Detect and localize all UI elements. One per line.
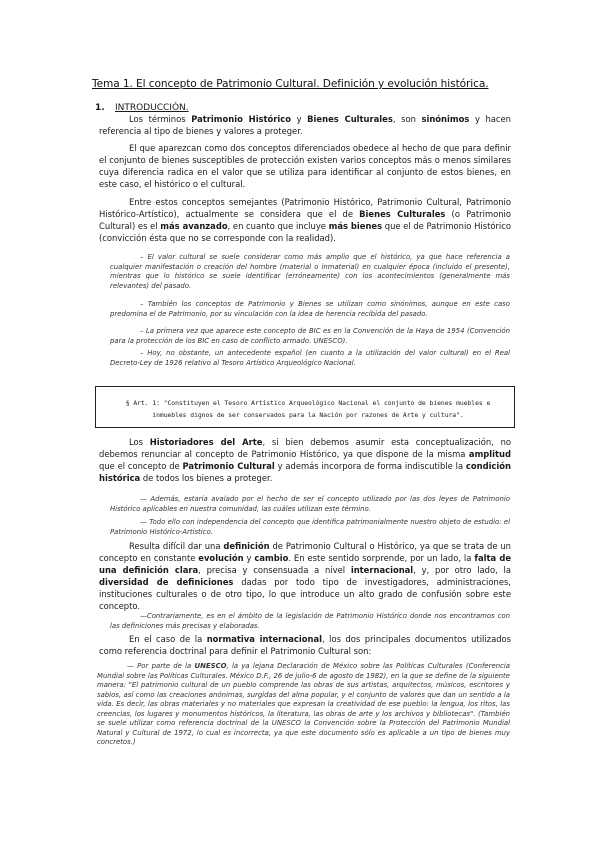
paragraph-1: Los términos Patrimonio Histórico y Bienes Culturales, son sinónimos y hacen referencia al tipo de bienes y valores a proteger. [99, 114, 511, 136]
note-antecedente: – Hoy, no obstante, un antecedente español (en cuanto a la utilización del valor cultural) en el Real Decreto-Ley de 1926 relativo al Tesoro Artístico Arqueológico Nacional. [110, 349, 510, 367]
note-objeto-estudio: — Todo ello con independencia del concepto que identifica patrimonialmente nuestro objeto de estudio: el Patrimonio Histórico-Artístico. [110, 518, 510, 536]
section-label: INTRODUCCIÓN. [115, 103, 189, 113]
paragraph-6: En el caso de la normativa internacional, los dos principales documentos utilizados como referencia doctrinal para definir el Patrimonio Cultural son: [99, 634, 512, 656]
quote-box-text: § Art. 1: "Constituyen el Tesoro Artístico Arqueológico Nacional el conjunto de bienes muebles e inmuebles dignos de ser conservados para la Nación por razones de Arte y cultura". [125, 399, 491, 419]
note-unesco: — Por parte de la UNESCO, la ya lejana Declaración de México sobre las Políticas Culturales (Conferencia Mundial sobre las Políticas Culturales. México D.F., 26 de julio-6 de agosto de 1982), en la que se define de la siguiente manera: "El patrimonio cultural de un pueblo comprende las obras de sus artistas, arquitectos, músicos, escritores y sabios, así como las creaciones anónimas, surgidas del alma popular, y el conjunto de valores que dan un sentido a la vida. Es decir, las obras materiales y no materiales que expresan la creatividad de ese pueblo: la lengua, los ritos, las creencias, los lugares y monumentos históricos, la literatura, las obras de arte y los archivos y bibliotecas". (También se suele utilizar como referencia doctrinal de la UNESCO la Convención sobre la Protección del Patrimonio Mundial Natural y Cultural de 1972, lo cual es incorrecta, ya que este documento sólo es aplicable a un tipo de bienes muy concretos.) [97, 662, 510, 746]
note-legislacion: —Contrariamente, es en el ámbito de la legislación de Patrimonio Histórico donde nos encontramos con las definiciones más precisas y elaboradas. [110, 612, 510, 630]
quote-box [95, 386, 515, 428]
paragraph-5: Resulta difícil dar una definición de Patrimonio Cultural o Histórico, ya que se trata de un concepto en constante evolución y cambio. En este sentido sorprende, por un lado, la falta de una definición clara, precisa y consensuada a nivel internacional, y, por otro lado, la diversidad de definiciones dadas por todo tipo de investigadores, administraciones, instituciones culturales o de otro tipo, lo que introduce un alto grado de confusión sobre este concepto. [99, 541, 511, 611]
page-title: Tema 1. El concepto de Patrimonio Cultural. Definición y evolución histórica. [92, 78, 489, 90]
note-valor-cultural: – El valor cultural se suele considerar como más amplio que el histórico, ya que hace referencia a cualquier manifestación o creación del hombre (material o inmaterial) en cualquier época (incluido el presente), mientras que lo histórico se suele identificar (erróneamente) con los acontecimientos (generalmente más relevantes) del pasado. [110, 253, 510, 290]
paragraph-4: Los Historiadores del Arte, si bien debemos asumir esta conceptualización, no debemos renunciar al concepto de Patrimonio Histórico, ya que dispone de la misma amplitud que el concepto de Patrimonio Cultural y además incorpora de forma indiscutible la condición histórica de todos los bienes a proteger. [99, 437, 512, 483]
note-patrimonio-bienes: – También los conceptos de Patrimonio y Bienes se utilizan como sinónimos, aunque en este caso predomina el de Patrimonio, por su vinculación con la idea de herencia recibida del pasado. [110, 300, 510, 318]
section-number: 1. [95, 103, 105, 113]
paragraph-3: Entre estos conceptos semejantes (Patrimonio Histórico, Patrimonio Cultural, Patrimonio Histórico-Artístico), actualmente se considera que el de Bienes Culturales (o Patrimonio Cultural) es el más avanzado, en cuanto que incluye más bienes que el de Patrimonio Histórico (convicción ésta que no se corresponde con la realidad). [99, 197, 511, 243]
section-heading [95, 103, 189, 113]
note-leyes: — Además, estaría avalado por el hecho de ser el concepto utilizado por las dos leyes de Patrimonio Histórico aplicables en nuestra comunidad, las cuáles utilizan este término. [110, 495, 510, 513]
note-convencion-haya: – La primera vez que aparece este concepto de BIC es en la Convención de la Haya de 1954 (Convención para la protección de los BIC en caso de conflicto armado. UNESCO). [110, 327, 510, 345]
paragraph-2: El que aparezcan como dos conceptos diferenciados obedece al hecho de que para definir el conjunto de bienes susceptibles de protección existen varios conceptos más o menos similares cuya diferencia radica en el valor que se utiliza para identificar al conjunto de estos bienes, en este caso, el histórico o el cultural. [99, 143, 511, 189]
